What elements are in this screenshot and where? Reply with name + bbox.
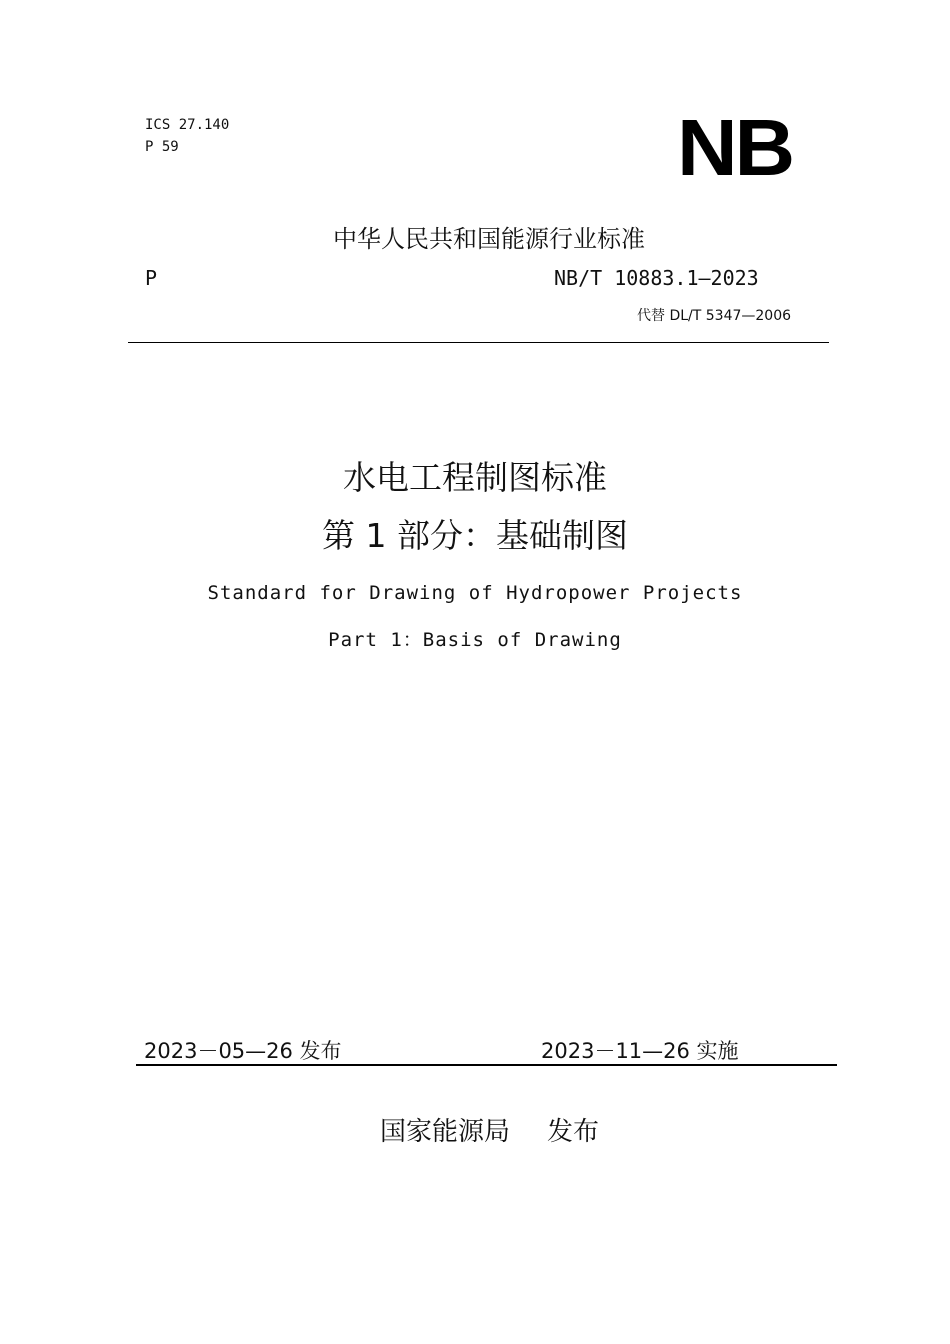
part-title-chinese: 第 1 部分：基础制图 — [322, 516, 628, 555]
part-title-english: Part 1：Basis of Drawing — [328, 629, 622, 651]
ics-code: ICS 27.140 — [145, 117, 230, 133]
replaces-note: 代替 DL/T 5347—2006 — [637, 308, 792, 324]
publisher-name: 国家能源局 — [380, 1117, 511, 1147]
classification-mark: P — [145, 266, 158, 290]
title-english: Standard for Drawing of Hydropower Projects — [207, 582, 743, 604]
title-chinese: 水电工程制图标准 — [343, 458, 607, 497]
implementation-date: 2023－11—26 实施 — [541, 1039, 739, 1063]
top-divider — [128, 342, 829, 343]
standard-number: NB/T 10883.1—2023 — [554, 266, 759, 290]
issue-date: 2023－05—26 发布 — [144, 1039, 342, 1063]
industry-standard-heading: 中华人民共和国能源行业标准 — [333, 225, 645, 253]
ccs-code: P 59 — [145, 139, 179, 155]
nb-logo: NB — [677, 103, 793, 192]
publish-action: 发布 — [547, 1117, 600, 1147]
bottom-divider — [136, 1064, 837, 1066]
